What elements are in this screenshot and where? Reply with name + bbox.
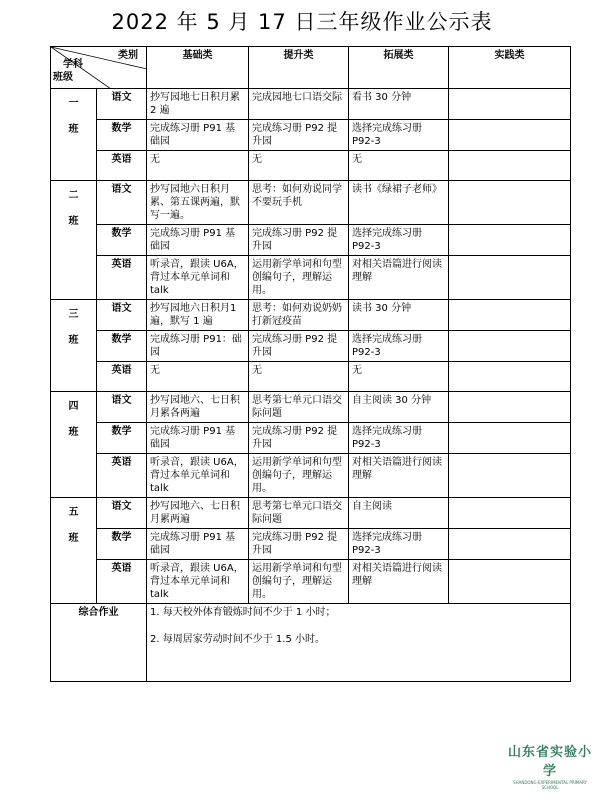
corner-cell (51, 47, 147, 89)
table-row (51, 300, 571, 331)
subject-cell: 语文 (97, 498, 147, 529)
homework-cell: 运用新学单词和句型创编句子，理解运用。 (249, 256, 349, 300)
homework-cell: 完成园地七口语交际 (249, 89, 349, 120)
homework-cell (449, 331, 571, 362)
subject-cell: 数学 (97, 331, 147, 362)
homework-cell: 抄写园地六日积月1遍，默写 1 遍 (147, 300, 249, 331)
watermark-school-name: 山东省实验小学 (507, 745, 592, 779)
homework-cell: 运用新学单词和句型创编句子，理解运用。 (249, 560, 349, 604)
summary-label: 综合作业 (51, 604, 147, 682)
homework-cell: 选择完成练习册 P92-3 (349, 120, 449, 151)
homework-cell: 看书 30 分钟 (349, 89, 449, 120)
homework-cell: 思考第七单元口语交际问题 (249, 392, 349, 423)
summary-item: 1. 每天校外体育锻炼时间不少于 1 小时； (150, 607, 336, 618)
homework-cell: 完成练习册 P92 提升园 (249, 331, 349, 362)
subject-cell: 语文 (97, 181, 147, 225)
homework-cell: 抄写园地六、七日积月累各两遍 (147, 392, 249, 423)
homework-cell: 选择完成练习册 P92-3 (349, 423, 449, 454)
homework-cell: 完成练习册 P92 提升园 (249, 225, 349, 256)
homework-table (50, 46, 571, 682)
table-row (51, 423, 571, 454)
homework-cell: 完成练习册 P91 基础园 (147, 423, 249, 454)
homework-cell (449, 181, 571, 225)
homework-cell: 无 (147, 362, 249, 392)
homework-cell: 无 (349, 362, 449, 392)
subject-cell: 语文 (97, 300, 147, 331)
homework-cell: 无 (249, 362, 349, 392)
homework-cell: 完成练习册 P91：础园 (147, 331, 249, 362)
class-name-cell (51, 392, 97, 498)
homework-cell: 思考第七单元口语交际问题 (249, 498, 349, 529)
subject-cell: 数学 (97, 225, 147, 256)
subject-cell: 英语 (97, 362, 147, 392)
homework-cell: 完成练习册 P92 提升园 (249, 529, 349, 560)
table-row (51, 120, 571, 151)
class-name-char: 一 (68, 98, 79, 109)
homework-cell: 选择完成练习册 P92-3 (349, 331, 449, 362)
homework-cell: 自主阅读 (349, 498, 449, 529)
homework-cell (449, 454, 571, 498)
homework-cell (449, 560, 571, 604)
summary-row (51, 604, 571, 682)
column-header-improve: 提升类 (249, 47, 349, 89)
watermark-school-english: SHANDONG EXPERIMENTAL PRIMARY SCHOOL (513, 780, 587, 790)
homework-cell: 完成练习册 P92 提升园 (249, 423, 349, 454)
homework-cell (449, 256, 571, 300)
table-row (51, 560, 571, 604)
table-row (51, 225, 571, 256)
homework-cell (449, 392, 571, 423)
table-row (51, 151, 571, 181)
class-name-cell (51, 181, 97, 300)
homework-cell: 听录音，跟读 U6A，背过本单元单词和 talk (147, 454, 249, 498)
class-name-cell (51, 300, 97, 392)
table-row (51, 331, 571, 362)
summary-content (147, 604, 571, 682)
column-header-basic: 基础类 (147, 47, 249, 89)
homework-cell: 选择完成练习册 P92-3 (349, 225, 449, 256)
page-title: 2022 年 5 月 17 日三年级作业公示表 (111, 10, 493, 34)
subject-cell: 英语 (97, 560, 147, 604)
homework-cell: 对相关语篇进行阅读理解 (349, 256, 449, 300)
homework-cell: 无 (249, 151, 349, 181)
homework-cell: 抄写园地六日积月累、第五课两遍，默写一遍。 (147, 181, 249, 225)
homework-cell: 完成练习册 P92 提升园 (249, 120, 349, 151)
subject-cell: 数学 (97, 529, 147, 560)
homework-cell (449, 151, 571, 181)
corner-category-label: 类别 (118, 50, 138, 61)
subject-cell: 英语 (97, 256, 147, 300)
class-name-char: 班 (68, 124, 79, 135)
homework-cell: 思考：如何劝说同学不要玩手机 (249, 181, 349, 225)
class-name-char: 班 (68, 216, 79, 227)
subject-cell: 语文 (97, 89, 147, 120)
corner-subject-label: 学科 (63, 59, 83, 70)
table-row (51, 362, 571, 392)
class-name-char: 班 (68, 533, 79, 544)
homework-cell: 无 (147, 151, 249, 181)
table-row (51, 89, 571, 120)
class-name-cell (51, 498, 97, 604)
homework-cell: 听录音，跟读 U6A，背过本单元单词和 talk (147, 256, 249, 300)
homework-cell (449, 300, 571, 331)
homework-cell: 完成练习册 P91 基础园 (147, 529, 249, 560)
homework-cell (449, 498, 571, 529)
table-row (51, 454, 571, 498)
homework-cell (449, 225, 571, 256)
subject-cell: 英语 (97, 151, 147, 181)
class-name-char: 三 (68, 309, 79, 320)
homework-cell: 对相关语篇进行阅读理解 (349, 454, 449, 498)
table-row (51, 529, 571, 560)
table-row (51, 181, 571, 225)
homework-cell (449, 120, 571, 151)
homework-cell (449, 423, 571, 454)
corner-class-label: 班级 (53, 72, 73, 83)
homework-cell (449, 529, 571, 560)
homework-cell: 自主阅读 30 分钟 (349, 392, 449, 423)
homework-cell: 抄写园地六、七日积月累两遍 (147, 498, 249, 529)
homework-cell: 听录音，跟读 U6A，背过本单元单词和 talk (147, 560, 249, 604)
class-name-cell (51, 89, 97, 181)
homework-cell: 对相关语篇进行阅读理解 (349, 560, 449, 604)
summary-item: 2. 每周居家劳动时间不少于 1.5 小时。 (150, 634, 325, 645)
subject-cell: 英语 (97, 454, 147, 498)
homework-cell: 完成练习册 P91 基础园 (147, 120, 249, 151)
header-row (51, 47, 571, 89)
homework-cell: 读书 30 分钟 (349, 300, 449, 331)
homework-cell: 抄写园地七日积月累 2 遍 (147, 89, 249, 120)
column-header-extend: 拓展类 (349, 47, 449, 89)
class-name-char: 二 (68, 190, 79, 201)
class-name-char: 五 (68, 507, 79, 518)
homework-cell: 选择完成练习册 P92-3 (349, 529, 449, 560)
subject-cell: 语文 (97, 392, 147, 423)
homework-cell: 思考：如何劝说奶奶打新冠疫苗 (249, 300, 349, 331)
homework-cell (449, 89, 571, 120)
homework-cell: 完成练习册 P91 基础园 (147, 225, 249, 256)
subject-cell: 数学 (97, 423, 147, 454)
column-header-practice: 实践类 (449, 47, 571, 89)
class-name-char: 四 (68, 401, 79, 412)
table-row (51, 498, 571, 529)
homework-cell: 无 (349, 151, 449, 181)
homework-cell: 运用新学单词和句型创编句子，理解运用。 (249, 454, 349, 498)
homework-cell: 读书《绿裙子老师》 (349, 181, 449, 225)
class-name-char: 班 (68, 335, 79, 346)
subject-cell: 数学 (97, 120, 147, 151)
homework-cell (449, 362, 571, 392)
school-logo-watermark (504, 741, 596, 790)
class-name-char: 班 (68, 427, 79, 438)
table-row (51, 392, 571, 423)
table-row (51, 256, 571, 300)
